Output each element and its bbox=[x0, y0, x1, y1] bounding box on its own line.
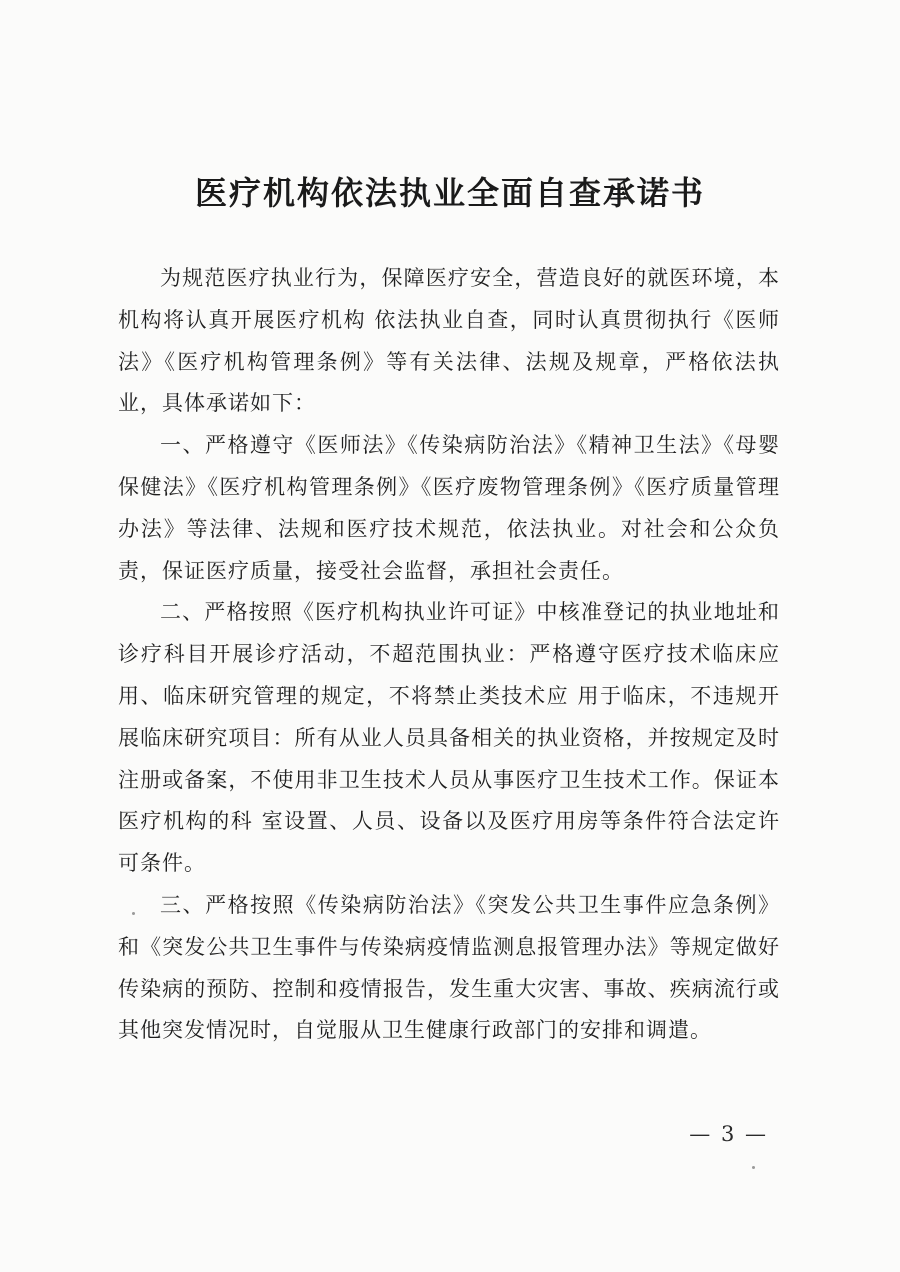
scan-speck bbox=[752, 1166, 755, 1169]
scan-speck bbox=[132, 912, 135, 915]
paragraph-intro: 为规范医疗执业行为，保障医疗安全，营造良好的就医环境，本机构将认真开展医疗机构 依法执业自查，同时认真贯彻执行《医师法》《医疗机构管理条例》等有关法律、法规及规章，严格依法执业，具体承诺如下： bbox=[118, 266, 780, 416]
paragraph-item-2: 二、严格按照《医疗机构执业许可证》中核准登记的执业地址和诊疗科目开展诊疗活动，不超范围执业：严格遵守医疗技术临床应用、临床研究管理的规定，不将禁止类技术应 用于临床，不违规开展临床研究项目：所有从业人员具备相关的执业资格，并按规定及时注册或备案，不使用非卫生技术人员从事医疗卫生技术工作。保证本医疗机构的科 室设置、人员、设备以及医疗用房等条件符合法定许可条件。 bbox=[118, 600, 780, 876]
document-title: 医疗机构依法执业全面自查承诺书 bbox=[194, 174, 705, 212]
paragraph-item-3: 三、严格按照《传染病防治法》《突发公共卫生事件应急条例》和《突发公共卫生事件与传染病疫情监测息报管理办法》等规定做好传染病的预防、控制和疫情报告，发生重大灾害、事故、疾病流行或其他突发情况时，自觉服从卫生健康行政部门的安排和调遣。 bbox=[118, 892, 780, 1043]
paragraph-item-1: 一、严格遵守《医师法》《传染病防治法》《精神卫生法》《母婴保健法》《医疗机构管理条例》《医疗废物管理条例》《医疗质量管理办法》等法律、法规和医疗技术规范，依法执业。对社会和公众负责，保证医疗质量，接受社会监督，承担社会责任。 bbox=[118, 433, 780, 583]
document-body bbox=[118, 258, 780, 1052]
page-number: — 3 — bbox=[689, 1122, 768, 1146]
